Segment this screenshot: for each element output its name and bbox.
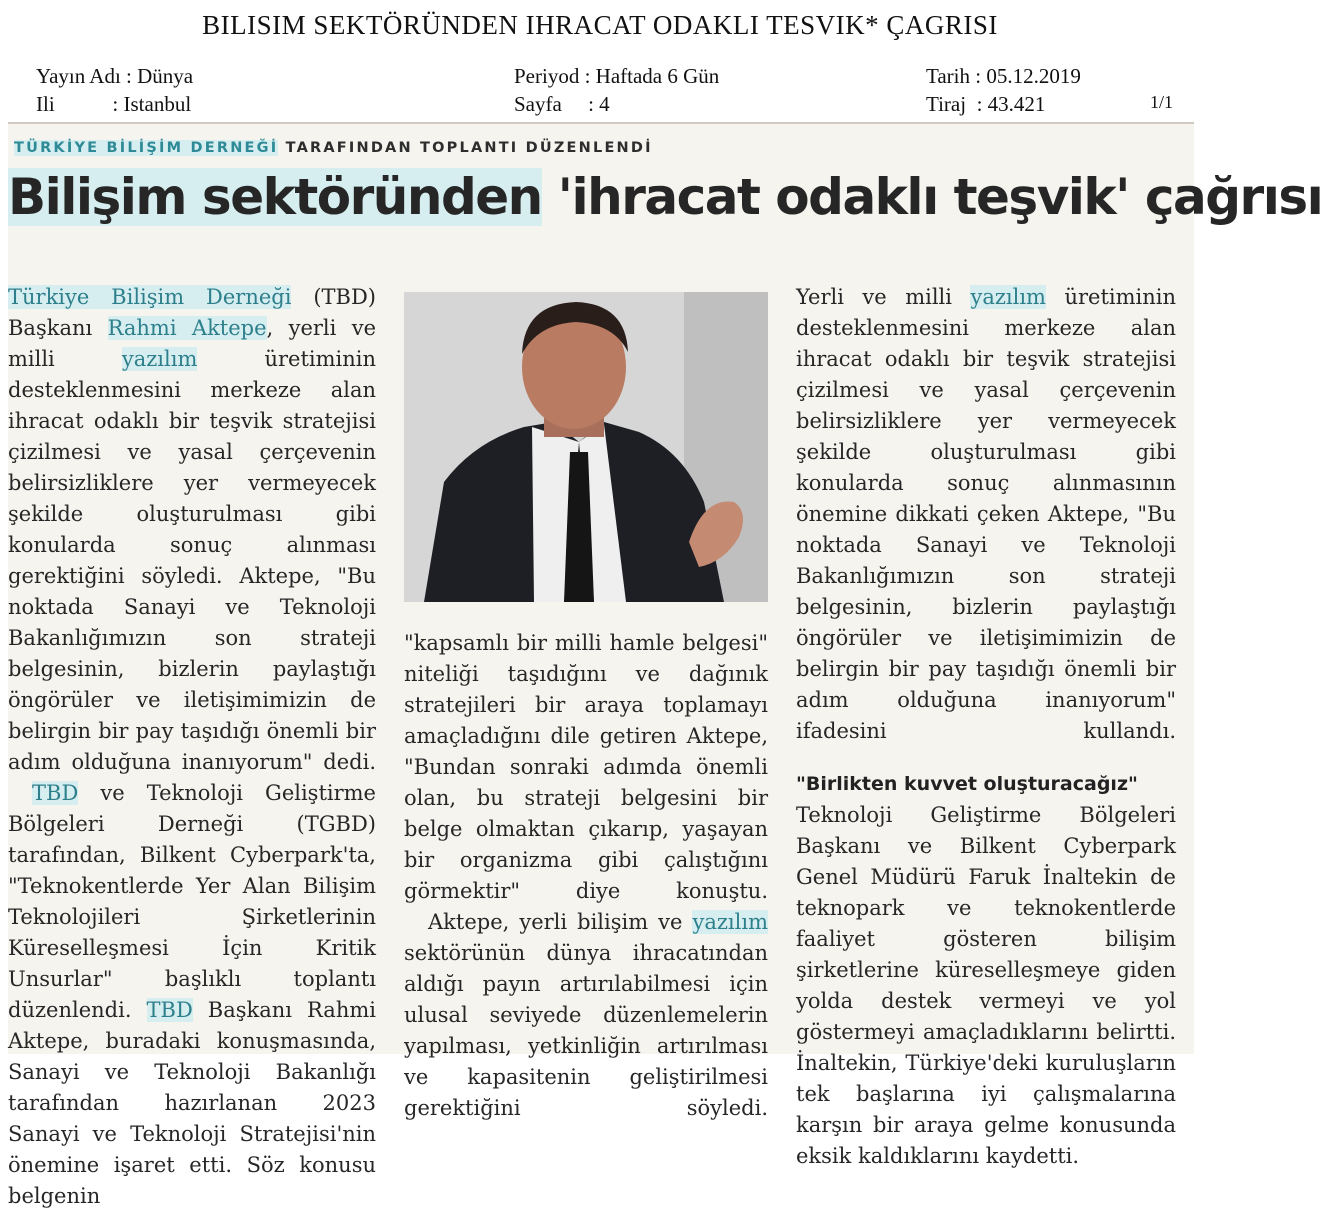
subheading: "Birlikten kuvvet oluşturacağız" [796, 773, 1138, 795]
circulation: Tiraj : 43.421 [926, 92, 1046, 116]
page-count: 1/1 [1150, 92, 1174, 112]
publication-name: Yayın Adı : Dünya [36, 64, 194, 88]
text: Yerli ve milli [796, 285, 971, 309]
text: Aktepe, yerli bilişim ve [428, 910, 693, 934]
text: üretiminin desteklenmesini merkeze alan ihracat odaklı bir teşvik stratejisi çizilmesi ve yasal çerçevenin belirsizliklere yer vermeyecek şekilde oluşturulması gibi konularda sonuç alınması gerektiğini söyledi. Aktepe, "Bu noktada Sanayi ve Teknoloji Bakanlığımızın son strateji belgesinin, bizlerin paylaştığı öngörüler ve iletişimimizin de belirgin bir pay taşıdığı önemli bir adım olduğuna inanıyorum" dedi. [8, 347, 376, 774]
highlight: Türkiye Bilişim Derneği [8, 285, 292, 309]
highlight: TBD [32, 781, 79, 805]
speaker-photo-icon [404, 292, 768, 602]
date: Tarih : 05.12.2019 [926, 64, 1081, 88]
highlight: yazılım [121, 347, 198, 371]
column-2 [404, 628, 768, 1124]
period: Periyod : Haftada 6 Gün [514, 64, 720, 88]
kicker-highlight: TÜRKİYE BİLİŞİM DERNEĞİ [14, 140, 279, 156]
newspaper-clipping [8, 122, 1322, 1208]
text: sektörünün dünya ihracatından aldığı payın artırılabilmesi için ulusal seviyede düzenlemelerin yapılması, yetkinliğin artırılması ve kapasitenin geliştirilmesi gerektiğini söyledi. [404, 941, 768, 1120]
portrait-photo [404, 292, 768, 602]
paragraph: "kapsamlı bir milli hamle belgesi" niteliği taşıdığını ve dağınık stratejileri bir araya toplamayı amaçladığını dile getiren Aktepe, "Bundan sonraki adımda önemli olan, bu strateji belgesini bir belge olmaktan çıkarıp, yaşayan bir organizma gibi çalıştığını görmektir" diye konuştu. [404, 631, 768, 903]
paragraph [796, 282, 1176, 747]
highlight: TBD [146, 998, 193, 1022]
text: üretiminin desteklenmesini merkeze alan ihracat odaklı bir teşvik stratejisi çizilmesi ve yasal çerçevenin belirsizliklere yer vermeyecek şekilde oluşturulması gibi konularda sonuç alınmasının önemine dikkati çeken Aktepe, "Bu noktada Sanayi ve Teknoloji Bakanlığımızın son strateji belgesinin, bizlerin paylaştığı öngörüler ve iletişimimizin de belirgin bir pay taşıdığı önemli bir adım olduğuna inanıyorum" ifadesini kullandı. [796, 285, 1176, 743]
city: Ili : Istanbul [36, 92, 192, 116]
column-3 [796, 282, 1176, 1172]
paragraph [404, 907, 768, 1124]
headline [8, 168, 1322, 226]
highlight: yazılım [970, 285, 1046, 309]
text: ve Teknoloji Geliştirme Bölgeleri Derneği (TGBD) tarafından, Bilkent Cyberpark'ta, "Teknokentlerde Yer Alan Bilişim Teknolojileri Şirketlerinin Küreselleşmesi İçin Kritik Unsurlar" başlıklı toplantı düzenlendi. [8, 781, 376, 1022]
headline-highlight: Bilişim sektöründen [8, 168, 542, 226]
paragraph: Teknoloji Geliştirme Bölgeleri Başkanı ve Bilkent Cyberpark Genel Müdürü Faruk İnaltekin de teknopark ve teknokentlerde faaliyet gösteren bilişim şirketlerine küreselleşmeye giden yolda destek vermeyi ve yol göstermeyi amaçladıklarını belirtti. İnaltekin, Türkiye'deki kuruluşların tek başlarına iyi çalışmalarına karşın bir araya gelme konusunda eksik kaldıklarını kaydetti. [796, 803, 1176, 1168]
highlight: yazılım [692, 910, 768, 934]
headline-rest: 'ihracat odaklı teşvik' çağrısı [541, 168, 1322, 226]
text: Başkanı Rahmi Aktepe, buradaki konuşmasında, Sanayi ve Teknoloji Bakanlığı tarafından hazırlanan 2023 Sanayi ve Teknoloji Stratejisi'nin önemine işaret etti. Söz konusu belgenin [8, 998, 376, 1208]
column-1 [8, 282, 376, 1212]
highlight: Rahmi Aktepe [107, 316, 267, 340]
text: (TBD) Başkanı [8, 285, 376, 340]
paragraph [8, 282, 376, 778]
paragraph [8, 778, 376, 1212]
text: , yerli ve milli [8, 316, 376, 371]
document-title: BILISIM SEKTÖRÜNDEN IHRACAT ODAKLI TESVIK* ÇAGRISI [202, 10, 998, 40]
kicker-rest: TARAFINDAN TOPLANTI DÜZENLENDİ [278, 140, 653, 156]
kicker [14, 140, 653, 156]
page-number: Sayfa : 4 [514, 92, 610, 116]
